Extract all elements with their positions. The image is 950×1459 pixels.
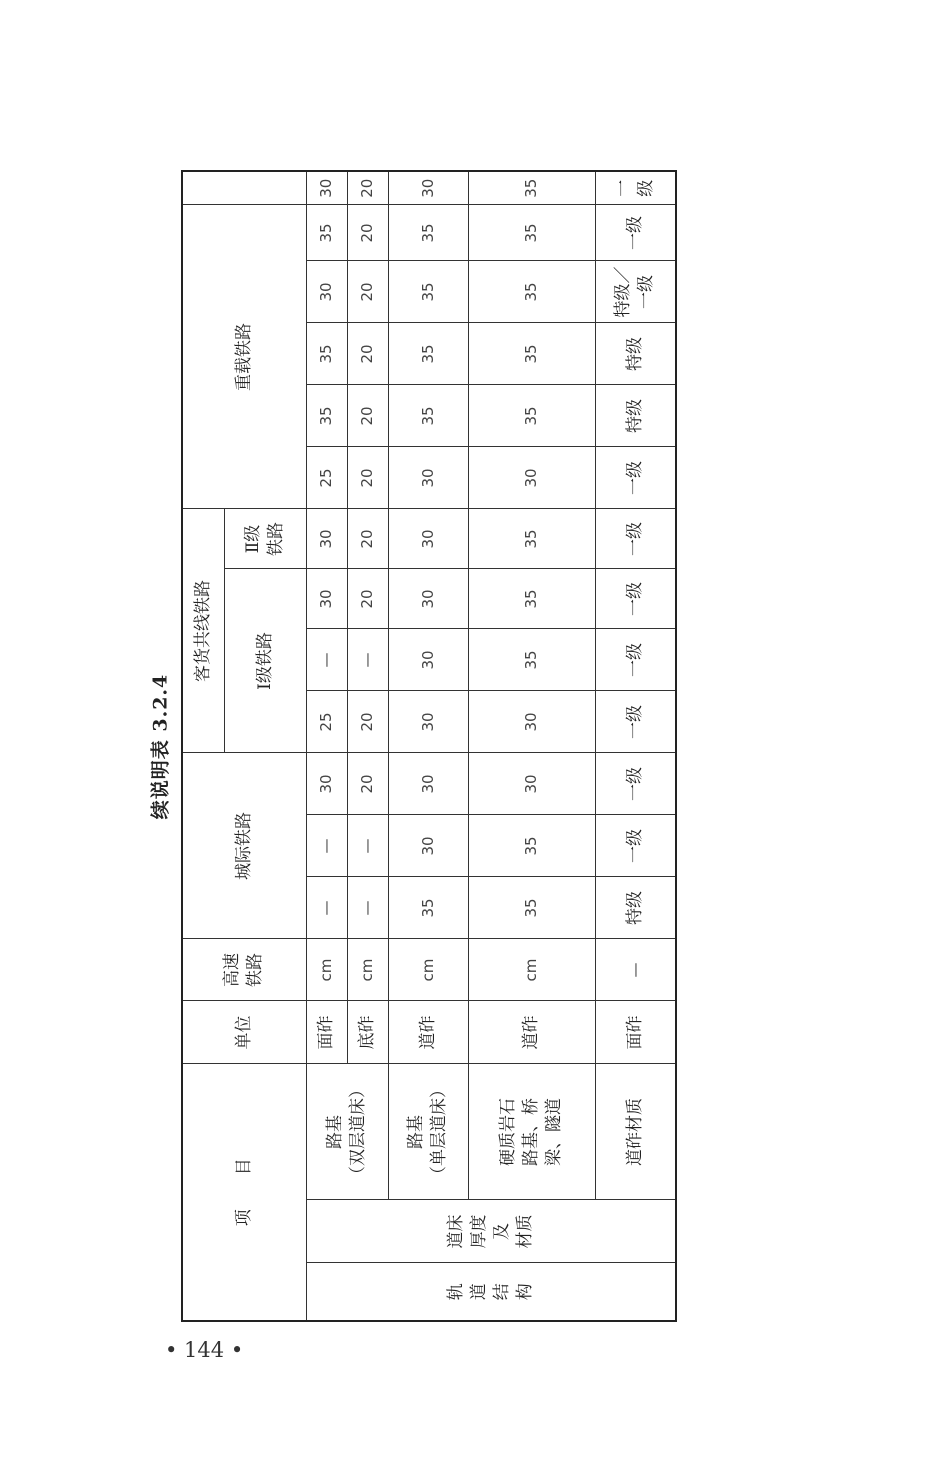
rotated-table-wrapper bbox=[181, 170, 675, 1322]
cell: 特级 bbox=[595, 385, 676, 447]
cell: 35 bbox=[388, 323, 468, 385]
cell: 20 bbox=[347, 753, 388, 815]
header-zhongzai: 重载铁路 bbox=[182, 205, 306, 509]
header-gaosu: 高速 铁路 bbox=[182, 939, 306, 1001]
section-mid: 道床 厚度 及 材质 bbox=[306, 1200, 676, 1263]
cell: 一级 bbox=[595, 815, 676, 877]
cell: 一级 bbox=[595, 753, 676, 815]
row-unit: cm bbox=[347, 939, 388, 1001]
cell: 特级 bbox=[595, 877, 676, 939]
page-number: • 144 • bbox=[165, 1338, 244, 1362]
cell: 20 bbox=[347, 569, 388, 629]
cell: 20 bbox=[347, 205, 388, 261]
cell: 一级 bbox=[595, 509, 676, 569]
row-unit: cm bbox=[468, 939, 595, 1001]
row-name: 面砟 bbox=[306, 1001, 347, 1064]
section-left: 轨 道 结 构 bbox=[306, 1263, 676, 1321]
cell: 30 bbox=[388, 171, 468, 205]
cell: 35 bbox=[388, 877, 468, 939]
cell: 30 bbox=[388, 815, 468, 877]
row-name: 道砟 bbox=[468, 1001, 595, 1064]
header-chengji: 城际铁路 bbox=[182, 753, 306, 939]
cell: 35 bbox=[468, 877, 595, 939]
cell: 30 bbox=[306, 569, 347, 629]
cell: — bbox=[347, 815, 388, 877]
cell: 35 bbox=[468, 815, 595, 877]
table-caption: 续说明表 3.2.4 bbox=[149, 673, 172, 819]
cell: 20 bbox=[347, 261, 388, 323]
cell: 一级 bbox=[595, 205, 676, 261]
cell: 20 bbox=[347, 171, 388, 205]
cell: 35 bbox=[388, 261, 468, 323]
cell: 35 bbox=[468, 569, 595, 629]
cell: 30 bbox=[388, 629, 468, 691]
cell: 一级 bbox=[595, 171, 676, 205]
cell: 25 bbox=[306, 691, 347, 753]
cell: 35 bbox=[306, 385, 347, 447]
cell: 30 bbox=[388, 753, 468, 815]
cell: 20 bbox=[347, 447, 388, 509]
cell: 30 bbox=[468, 447, 595, 509]
table-row bbox=[595, 171, 676, 1321]
cell: 35 bbox=[468, 629, 595, 691]
row-sub: 道砟材质 bbox=[595, 1064, 676, 1200]
header-unit: 单位 bbox=[182, 1001, 306, 1064]
row-sub: 硬质岩石 路基、桥 梁、隧道 bbox=[468, 1064, 595, 1200]
cell: 特级 bbox=[595, 323, 676, 385]
cell: 35 bbox=[468, 261, 595, 323]
row-sub: 路基 （单层道床） bbox=[388, 1064, 468, 1200]
cell: 35 bbox=[468, 323, 595, 385]
row-unit: cm bbox=[306, 939, 347, 1001]
cell: 35 bbox=[388, 385, 468, 447]
table-row bbox=[388, 171, 468, 1321]
cell: — bbox=[347, 629, 388, 691]
cell: 一级 bbox=[595, 629, 676, 691]
row-sub: 路基 （双层道床） bbox=[306, 1064, 388, 1200]
cell: 20 bbox=[347, 323, 388, 385]
row-name: 底砟 bbox=[347, 1001, 388, 1064]
cell: 20 bbox=[347, 509, 388, 569]
cell: 20 bbox=[347, 385, 388, 447]
cell: 30 bbox=[388, 569, 468, 629]
cell: 35 bbox=[468, 509, 595, 569]
cell: — bbox=[306, 629, 347, 691]
table-row bbox=[306, 171, 347, 1321]
row-unit: cm bbox=[388, 939, 468, 1001]
data-table bbox=[181, 170, 677, 1322]
cell: 一级 bbox=[595, 569, 676, 629]
cell: — bbox=[306, 877, 347, 939]
cell: 35 bbox=[468, 205, 595, 261]
cell: 35 bbox=[468, 385, 595, 447]
cell: 35 bbox=[388, 205, 468, 261]
cell: 30 bbox=[388, 447, 468, 509]
header-row-1 bbox=[182, 171, 224, 1321]
header-kehuo: 客货共线铁路 bbox=[182, 509, 224, 753]
row-name: 面砟 bbox=[595, 1001, 676, 1064]
cell: 35 bbox=[306, 323, 347, 385]
cell: — bbox=[306, 815, 347, 877]
cell: 一级 bbox=[595, 447, 676, 509]
cell: 30 bbox=[388, 691, 468, 753]
row-name: 道砟 bbox=[388, 1001, 468, 1064]
header-item: 项 目 bbox=[182, 1064, 306, 1321]
header-grade2: Ⅱ级 铁路 bbox=[224, 509, 306, 569]
cell: 25 bbox=[306, 447, 347, 509]
cell: 一级 bbox=[595, 691, 676, 753]
header-grade1: Ⅰ级铁路 bbox=[224, 569, 306, 753]
cell: 特级／ 一级 bbox=[595, 261, 676, 323]
cell: 35 bbox=[468, 171, 595, 205]
cell: 30 bbox=[388, 509, 468, 569]
cell: 30 bbox=[468, 753, 595, 815]
cell: 30 bbox=[306, 171, 347, 205]
row-unit: — bbox=[595, 939, 676, 1001]
cell: 20 bbox=[347, 691, 388, 753]
cell: 35 bbox=[306, 205, 347, 261]
cell: 30 bbox=[306, 261, 347, 323]
cell: 30 bbox=[468, 691, 595, 753]
table-row bbox=[468, 171, 595, 1321]
cell: 30 bbox=[306, 509, 347, 569]
cell: — bbox=[347, 877, 388, 939]
cell: 30 bbox=[306, 753, 347, 815]
